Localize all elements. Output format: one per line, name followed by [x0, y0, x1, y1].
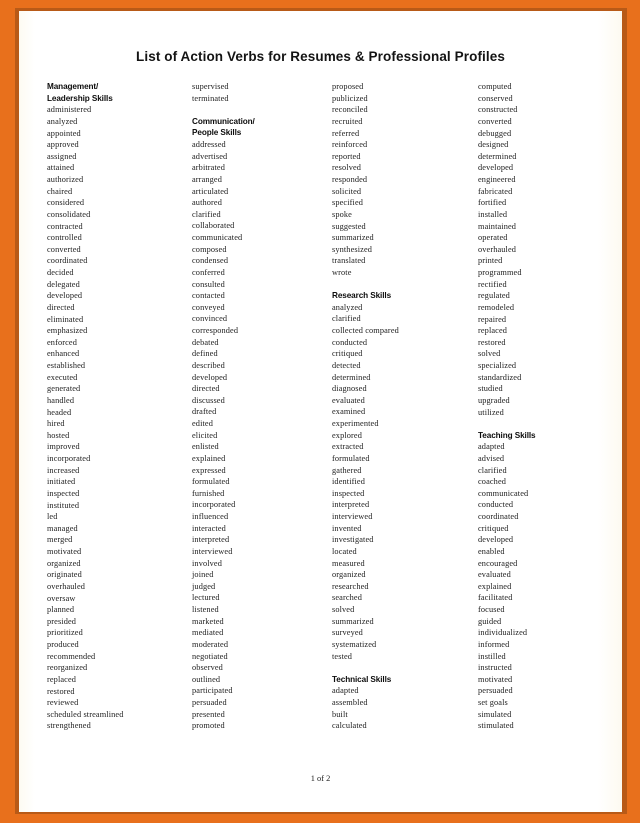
verb-entry: motivated [47, 547, 82, 556]
verb-entry: repaired [478, 314, 507, 324]
verb-entry: eliminated [47, 314, 84, 324]
column-4 [478, 81, 618, 732]
column-3 [332, 81, 480, 732]
verb-entry: executed [47, 372, 78, 382]
verb-entry: authorized [47, 175, 84, 184]
verb-entry: individualized [478, 628, 528, 638]
verb-entry: developed [47, 291, 83, 301]
verb-entry: inspected [332, 488, 365, 498]
verb-entry: specialized [478, 361, 517, 370]
verb-entry: led [47, 512, 58, 522]
verb-entry: guided [478, 616, 502, 626]
verb-entry: interacted [192, 523, 226, 533]
verb-entry: influenced [192, 512, 229, 522]
verb-entry: operated [478, 233, 508, 243]
verb-entry: assigned [47, 151, 77, 161]
verb-entry: arranged [192, 174, 222, 184]
verb-entry: judged [192, 581, 216, 591]
verb-entry: generated [47, 384, 81, 394]
verb-entry: advised [478, 453, 505, 463]
verb-entry: evaluated [478, 570, 511, 580]
verb-entry: negotiated [192, 651, 228, 661]
verb-entry: articulated [192, 186, 229, 196]
verb-entry: overhauled [47, 581, 86, 591]
verb-entry: tested [332, 651, 353, 661]
verb-entry: formulated [192, 477, 230, 487]
verb-entry: gathered [332, 465, 362, 475]
verb-entry: solicited [332, 186, 362, 196]
verb-entry: instilled [478, 651, 506, 661]
verb-entry: focused [478, 605, 505, 615]
verb-entry: informed [478, 639, 510, 649]
verb-entry: assembled [332, 698, 368, 708]
section-gap [332, 279, 480, 291]
verb-entry: addressed [192, 140, 226, 150]
verb-entry: emphasized [47, 326, 88, 336]
verb-entry: rectified [478, 279, 507, 289]
verb-entry: merged [47, 535, 73, 545]
verb-entry: synthesized [332, 244, 373, 254]
verb-entry: attained [47, 163, 75, 173]
verb-entry: recruited [332, 116, 363, 126]
verb-entry: drafted [192, 407, 217, 417]
verb-entry: initiated [47, 477, 76, 487]
verb-entry: summarized [332, 616, 374, 626]
verb-entry: consolidated [47, 209, 91, 219]
verb-entry: experimented [332, 419, 379, 429]
section-heading: Management/ [47, 82, 99, 91]
verb-entry: spoke [332, 209, 352, 219]
verb-entry: built [332, 709, 348, 719]
verb-entry: interviewed [192, 546, 233, 556]
verb-entry: located [332, 546, 357, 556]
verb-entry: joined [192, 570, 214, 580]
verb-entry: utilized [478, 407, 504, 417]
verb-entry: analyzed [47, 116, 78, 126]
verb-entry: regulated [478, 291, 510, 301]
verb-entry: defined [192, 349, 218, 359]
verb-entry: explained [192, 453, 226, 463]
verb-entry: convinced [192, 314, 228, 324]
verb-entry: enforced [47, 337, 77, 347]
verb-entry: fabricated [478, 186, 513, 196]
verb-entry: chaired [47, 186, 73, 196]
verb-entry: edited [192, 419, 213, 429]
verb-entry: printed [478, 256, 503, 266]
verb-entry: presented [192, 709, 225, 719]
verb-entry: hosted [47, 430, 70, 440]
verb-entry: solved [332, 605, 355, 615]
verb-entry: enlisted [192, 442, 219, 452]
verb-entry: designed [478, 140, 509, 150]
verb-entry: reviewed [47, 698, 79, 708]
section-gap [478, 418, 618, 430]
section-heading: Technical Skills [332, 674, 392, 684]
section-heading: Leadership Skills [47, 93, 113, 103]
verb-entry: described [192, 360, 225, 370]
verb-entry: maintained [478, 221, 517, 231]
verb-entry: conducted [478, 500, 514, 510]
verb-entry: conserved [478, 93, 513, 103]
section-heading: Teaching Skills [478, 430, 536, 440]
verb-entry: systematized [332, 639, 377, 649]
verb-entry: measured [332, 558, 365, 568]
verb-entry: hired [47, 419, 65, 429]
verb-entry: marketed [192, 616, 224, 626]
verb-entry: summarized [332, 233, 374, 243]
verb-entry: replaced [478, 326, 508, 336]
section-heading: People Skills [192, 128, 242, 138]
verb-entry: clarified [478, 465, 507, 475]
verb-entry: communicated [478, 488, 529, 498]
verb-entry: installed [478, 209, 508, 219]
verb-entry: overhauled [478, 244, 517, 254]
verb-entry: calculated [332, 721, 367, 731]
verb-entry: managed [47, 523, 78, 533]
verb-entry: fortified [478, 198, 507, 208]
verb-entry: reconciled [332, 105, 368, 115]
verb-entry: incorporated [47, 454, 91, 463]
verb-entry: involved [192, 558, 222, 568]
column-2 [192, 81, 332, 732]
verb-entry: instructed [478, 663, 512, 673]
page-footer: 1 of 2 [310, 774, 331, 783]
verb-entry: expressed [192, 465, 226, 475]
verb-entry: considered [47, 198, 85, 208]
verb-entry: wrote [332, 268, 352, 277]
verb-entry: increased [47, 465, 80, 475]
verb-entry: established [47, 361, 86, 370]
verb-entry: scheduled streamlined [47, 709, 124, 719]
verb-entry: engineered [478, 175, 516, 184]
verb-entry: analyzed [332, 302, 363, 312]
verb-entry: strengthened [47, 721, 91, 731]
verb-entry: handled [47, 395, 75, 405]
verb-entry: incorporated [192, 500, 236, 510]
verb-entry: outlined [192, 674, 221, 684]
verb-entry: approved [47, 140, 79, 150]
verb-entry: conferred [192, 267, 225, 277]
verb-entry: adapted [332, 686, 359, 696]
verb-entry: directed [47, 302, 75, 312]
column-1 [47, 81, 195, 732]
verb-entry: prioritized [47, 628, 83, 638]
verb-entry: determined [332, 372, 371, 382]
verb-entry: simulated [478, 709, 512, 719]
verb-entry: promoted [192, 721, 225, 731]
verb-entry: upgraded [478, 395, 510, 405]
verb-entry: developed [192, 372, 228, 382]
verb-entry: converted [47, 244, 81, 254]
verb-entry: motivated [478, 674, 513, 684]
verb-entry: referred [332, 128, 360, 138]
verb-entry: evaluated [332, 395, 365, 405]
verb-entry: persuaded [478, 686, 513, 696]
verb-entry: formulated [332, 453, 370, 463]
verb-entry: advertised [192, 151, 228, 161]
verb-entry: inspected [47, 488, 80, 498]
verb-entry: explained [478, 581, 512, 591]
verb-entry: studied [478, 384, 503, 394]
verb-entry: investigated [332, 535, 374, 545]
verb-entry: moderated [192, 639, 229, 649]
verb-entry: elicited [192, 430, 218, 440]
section-gap [192, 104, 332, 116]
verb-entry: debated [192, 337, 219, 347]
verb-entry: composed [192, 244, 227, 254]
verb-entry: coached [478, 477, 507, 487]
verb-entry: specified [332, 198, 364, 208]
verb-entry: produced [47, 640, 79, 649]
verb-entry: publicized [332, 93, 368, 103]
verb-entry: replaced [47, 674, 77, 684]
verb-entry: proposed [332, 82, 364, 91]
verb-entry: directed [192, 384, 220, 394]
verb-entry: critiqued [332, 349, 363, 359]
verb-entry: programmed [478, 268, 522, 277]
verb-entry: explored [332, 430, 362, 440]
verb-entry: observed [192, 663, 223, 673]
verb-entry: instituted [47, 500, 80, 510]
verb-entry: persuaded [192, 698, 227, 708]
verb-entry: diagnosed [332, 384, 367, 394]
verb-entry: coordinated [47, 256, 88, 266]
verb-entry: administered [47, 105, 92, 115]
verb-entry: reinforced [332, 140, 368, 150]
verb-entry: responded [332, 175, 368, 184]
verb-entry: lectured [192, 593, 220, 603]
verb-entry: collected compared [332, 326, 399, 336]
verb-entry: enhanced [47, 349, 80, 359]
verb-entry: debugged [478, 128, 512, 138]
verb-entry: conveyed [192, 302, 225, 312]
verb-entry: coordinated [478, 512, 519, 522]
verb-entry: communicated [192, 233, 243, 243]
verb-entry: reorganized [47, 663, 88, 673]
page-title: List of Action Verbs for Resumes & Professional Profiles [136, 49, 505, 64]
verb-entry: interpreted [192, 535, 230, 545]
verb-entry: clarified [192, 209, 221, 219]
verb-entry: surveyed [332, 628, 363, 638]
verb-entry: contacted [192, 291, 225, 301]
verb-entry: restored [47, 686, 75, 696]
verb-entry: corresponded [192, 326, 239, 336]
verb-entry: planned [47, 605, 75, 615]
verb-columns [19, 81, 622, 771]
verb-entry: originated [47, 570, 82, 580]
verb-entry: translated [332, 256, 366, 266]
verb-entry: encouraged [478, 558, 518, 568]
verb-entry: participated [192, 686, 233, 696]
verb-entry: searched [332, 593, 362, 603]
section-heading: Research Skills [332, 291, 392, 301]
verb-entry: determined [478, 151, 517, 161]
verb-entry: consulted [192, 279, 225, 289]
verb-entry: remodeled [478, 302, 515, 312]
verb-entry: oversaw [47, 593, 76, 603]
verb-entry: supervised [192, 82, 229, 91]
verb-entry: invented [332, 523, 362, 533]
verb-entry: clarified [332, 314, 361, 324]
verb-entry: computed [478, 82, 512, 91]
verb-entry: appointed [47, 128, 81, 138]
verb-entry: listened [192, 605, 219, 615]
verb-entry: arbitrated [192, 163, 225, 173]
verb-entry: solved [478, 349, 501, 359]
verb-entry: set goals [478, 698, 508, 708]
verb-entry: extracted [332, 442, 364, 452]
verb-entry: adapted [478, 442, 505, 452]
verb-entry: terminated [192, 93, 229, 103]
verb-entry: suggested [332, 221, 366, 231]
verb-entry: interpreted [332, 500, 370, 510]
verb-entry: identified [332, 477, 365, 487]
verb-entry: authored [192, 198, 222, 208]
verb-entry: critiqued [478, 523, 509, 533]
verb-entry: conducted [332, 337, 368, 347]
verb-entry: presided [47, 616, 77, 626]
section-heading: Communication/ [192, 116, 255, 126]
verb-entry: constructed [478, 105, 518, 115]
verb-entry: recommended [47, 651, 96, 661]
verb-entry: interviewed [332, 512, 373, 522]
verb-entry: standardized [478, 372, 522, 382]
verb-entry: improved [47, 442, 80, 452]
verb-entry: reported [332, 151, 361, 161]
verb-entry: mediated [192, 628, 224, 638]
verb-entry: controlled [47, 233, 82, 243]
verb-entry: discussed [192, 395, 225, 405]
verb-entry: researched [332, 581, 369, 591]
verb-entry: restored [478, 337, 506, 347]
verb-entry: detected [332, 360, 361, 370]
verb-entry: stimulated [478, 721, 514, 731]
verb-entry: contracted [47, 221, 83, 231]
verb-entry: decided [47, 268, 74, 277]
verb-entry: facilitated [478, 593, 513, 603]
verb-entry: furnished [192, 488, 225, 498]
verb-entry: collaborated [192, 221, 235, 231]
verb-entry: delegated [47, 279, 80, 289]
verb-entry: condensed [192, 256, 229, 266]
section-gap [332, 662, 480, 674]
verb-entry: examined [332, 407, 366, 417]
verb-entry: organized [47, 558, 81, 568]
verb-entry: organized [332, 570, 366, 580]
verb-entry: developed [478, 535, 514, 545]
verb-entry: resolved [332, 163, 362, 173]
verb-entry: enabled [478, 546, 505, 556]
document-page [19, 11, 622, 812]
verb-entry: developed [478, 163, 514, 173]
verb-entry: converted [478, 116, 512, 126]
verb-entry: headed [47, 407, 72, 417]
